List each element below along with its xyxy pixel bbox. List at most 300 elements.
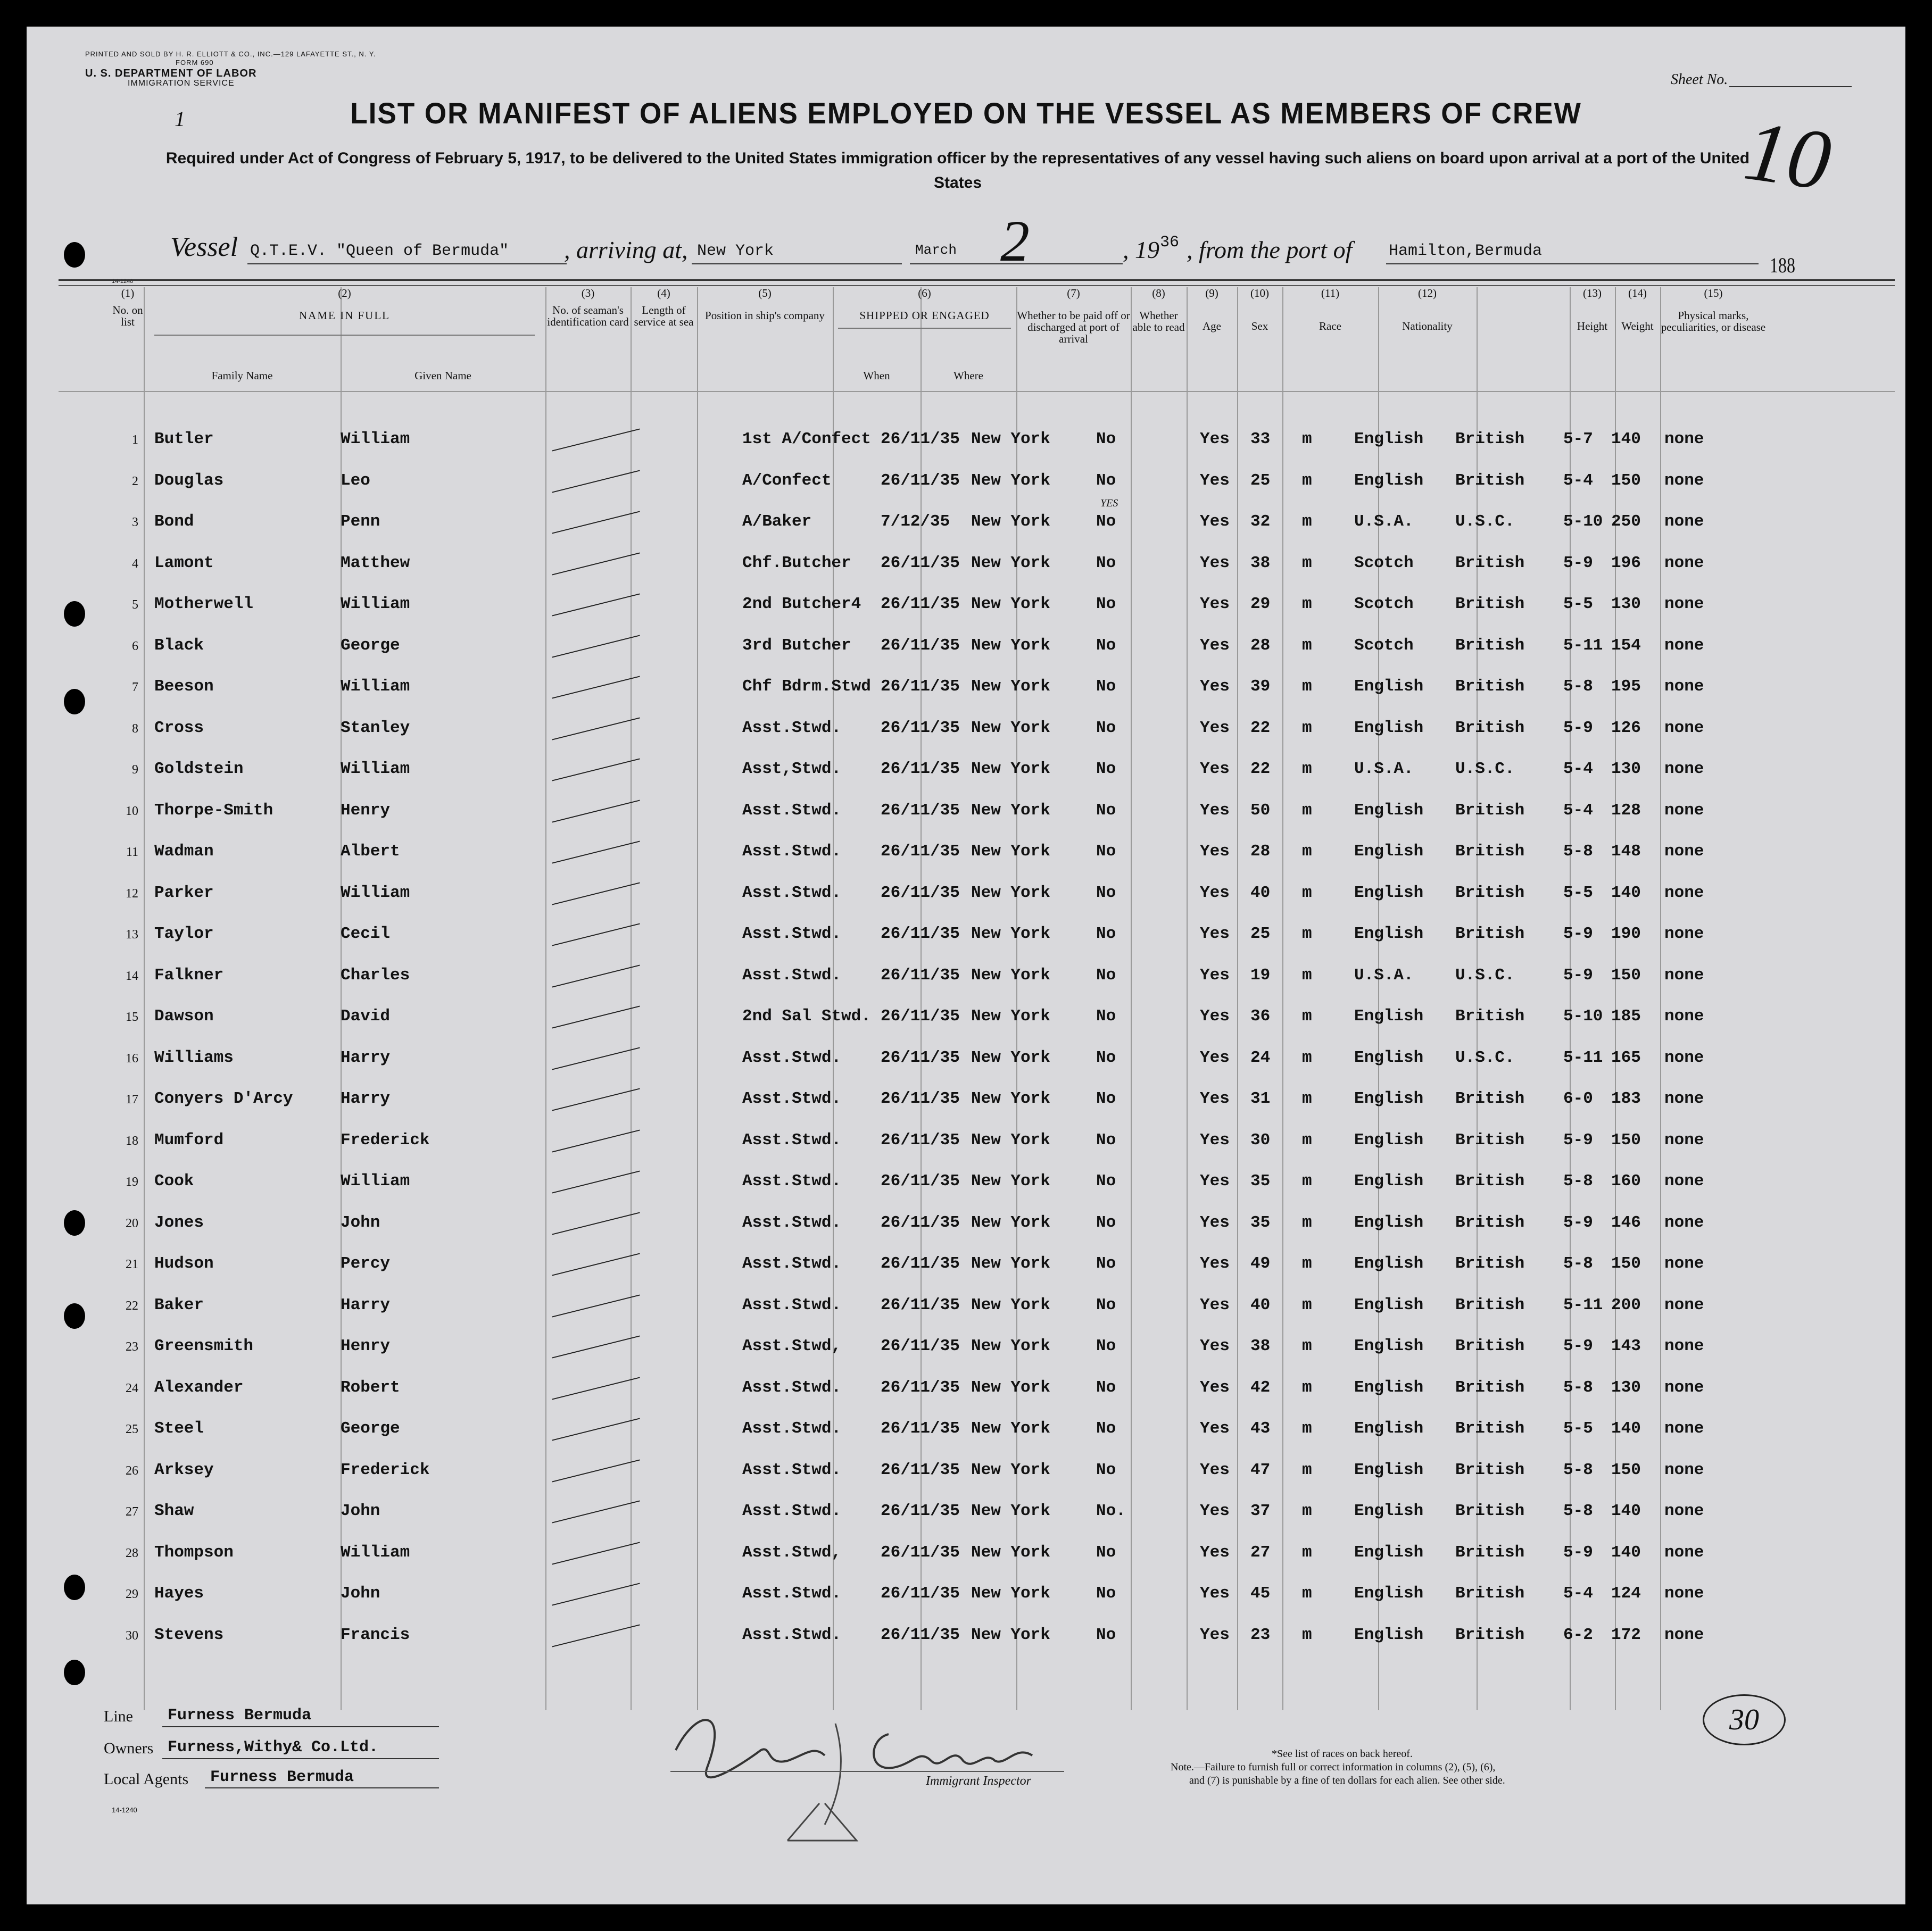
seaman-card-dash	[552, 1459, 640, 1482]
table-row	[27, 1461, 1905, 1493]
shipped-where: New York	[971, 1295, 1050, 1314]
age: 43	[1250, 1419, 1271, 1438]
height: 5-9	[1563, 718, 1593, 737]
weight: 148	[1611, 842, 1641, 861]
paid-off: No	[1096, 1460, 1116, 1479]
height: 5-11	[1563, 1295, 1603, 1314]
table-row	[27, 801, 1905, 833]
row-number: 15	[126, 1010, 138, 1024]
sex: m	[1302, 1048, 1312, 1067]
nationality: British	[1455, 801, 1525, 820]
binding-hole	[64, 601, 85, 627]
given-name: Percy	[341, 1254, 391, 1273]
physical-marks: none	[1664, 430, 1704, 448]
row-number: 20	[126, 1216, 138, 1230]
row-number: 7	[132, 680, 138, 694]
sex: m	[1302, 1378, 1312, 1397]
shipped-when: 26/11/35	[881, 1295, 960, 1314]
race: English	[1354, 883, 1424, 902]
column-label: No. of seaman's identification card	[547, 304, 629, 328]
able-to-read: Yes	[1200, 1172, 1230, 1191]
position: Asst.Stwd.	[742, 1625, 842, 1644]
physical-marks: none	[1664, 595, 1704, 613]
shipped-when: 26/11/35	[881, 801, 960, 820]
shipped-where: New York	[971, 925, 1050, 943]
physical-marks: none	[1664, 842, 1704, 861]
position: Asst.Stwd.	[742, 1172, 842, 1191]
shipped-when: 26/11/35	[881, 553, 960, 572]
age: 38	[1250, 553, 1271, 572]
nationality: British	[1455, 883, 1525, 902]
paid-off: No	[1096, 1337, 1116, 1355]
family-name: Lamont	[154, 553, 214, 572]
service-name: IMMIGRATION SERVICE	[128, 79, 235, 88]
height: 5-4	[1563, 801, 1593, 820]
row-number: 9	[132, 763, 138, 777]
shipped-when: 26/11/35	[881, 1007, 960, 1026]
paid-off: No	[1096, 1419, 1116, 1438]
seaman-card-dash	[552, 593, 640, 616]
row-number: 23	[126, 1340, 138, 1354]
height: 5-11	[1563, 636, 1603, 655]
physical-marks: none	[1664, 471, 1704, 490]
row-number: 12	[126, 886, 138, 901]
table-row	[27, 1337, 1905, 1369]
shipped-where: New York	[971, 1378, 1050, 1397]
row-number: 24	[126, 1381, 138, 1395]
weight: 150	[1611, 1254, 1641, 1273]
paid-off: No	[1096, 1007, 1116, 1026]
able-to-read: Yes	[1200, 1295, 1230, 1314]
race: English	[1354, 1048, 1424, 1067]
nationality: U.S.C.	[1455, 512, 1515, 531]
shipped-where: New York	[971, 842, 1050, 861]
family-name: Alexander	[154, 1378, 244, 1397]
weight: 140	[1611, 1419, 1641, 1438]
table-row	[27, 1089, 1905, 1121]
sex: m	[1302, 883, 1312, 902]
able-to-read: Yes	[1200, 718, 1230, 737]
arrival-month: March	[915, 242, 957, 258]
height: 5-4	[1563, 471, 1593, 490]
shipped-when: 26/11/35	[881, 595, 960, 613]
column-header-position	[697, 287, 833, 391]
family-name: Black	[154, 636, 204, 655]
arriving-label: , arriving at,	[564, 236, 688, 263]
weight: 146	[1611, 1213, 1641, 1232]
shipped-where-header: Where	[953, 369, 983, 382]
height: 5-10	[1563, 1007, 1603, 1026]
column-header-weight	[1615, 287, 1660, 391]
table-row	[27, 1502, 1905, 1534]
able-to-read: Yes	[1200, 1502, 1230, 1520]
given-name: Robert	[341, 1378, 400, 1397]
weight: 130	[1611, 1378, 1641, 1397]
seaman-card-dash	[552, 1377, 640, 1400]
position: Asst.Stwd,	[742, 1337, 842, 1355]
paid-off: No	[1096, 1295, 1116, 1314]
shipped-where: New York	[971, 1007, 1050, 1026]
race: U.S.A.	[1354, 760, 1414, 778]
shipped-where: New York	[971, 1213, 1050, 1232]
paid-off: No	[1096, 1584, 1116, 1603]
position: Asst.Stwd.	[742, 1502, 842, 1520]
column-header-physical-marks	[1660, 287, 1767, 391]
column-label: Age	[1203, 320, 1221, 332]
paid-off: No.	[1096, 1502, 1126, 1520]
table-row	[27, 1543, 1905, 1575]
able-to-read: Yes	[1200, 801, 1230, 820]
age: 39	[1250, 677, 1271, 696]
family-name: Arksey	[154, 1460, 214, 1479]
row-number: 14	[126, 969, 138, 983]
able-to-read: Yes	[1200, 1625, 1230, 1644]
age: 40	[1250, 883, 1271, 902]
nationality: British	[1455, 595, 1525, 613]
age: 37	[1250, 1502, 1271, 1520]
family-name: Williams	[154, 1048, 234, 1067]
age: 38	[1250, 1337, 1271, 1355]
shipped-header-rule	[838, 328, 1011, 329]
able-to-read: Yes	[1200, 842, 1230, 861]
age: 36	[1250, 1007, 1271, 1026]
weight: 154	[1611, 636, 1641, 655]
nationality: U.S.C.	[1455, 1048, 1515, 1067]
column-label: Race	[1319, 320, 1341, 332]
age: 28	[1250, 842, 1271, 861]
table-row	[27, 677, 1905, 709]
physical-marks: none	[1664, 636, 1704, 655]
seaman-card-dash	[552, 1294, 640, 1317]
sex: m	[1302, 1213, 1312, 1232]
position: Asst.Stwd.	[742, 1419, 842, 1438]
table-row	[27, 1213, 1905, 1245]
sheet-number-line	[1729, 86, 1852, 87]
position: Asst,Stwd.	[742, 760, 842, 778]
binding-hole	[64, 1660, 85, 1685]
age: 22	[1250, 718, 1271, 737]
paid-off: No	[1096, 636, 1116, 655]
given-name: Charles	[341, 966, 410, 985]
column-number: (14)	[1628, 287, 1647, 299]
form-number: FORM 690	[176, 59, 214, 66]
nationality: British	[1455, 1130, 1525, 1150]
able-to-read: Yes	[1200, 430, 1230, 448]
shipped-where: New York	[971, 595, 1050, 613]
able-to-read: Yes	[1200, 1213, 1230, 1232]
height: 5-7	[1563, 430, 1593, 448]
sex: m	[1302, 842, 1312, 861]
column-number: (7)	[1067, 287, 1080, 299]
shipped-where: New York	[971, 1419, 1050, 1438]
given-name: Harry	[341, 1295, 391, 1314]
family-name: Cook	[154, 1172, 194, 1191]
race: Scotch	[1354, 636, 1414, 655]
physical-marks: none	[1664, 760, 1704, 778]
position: 2nd Butcher4	[742, 595, 861, 613]
position: Asst.Stwd.	[742, 883, 842, 902]
nationality: British	[1455, 430, 1525, 448]
row-number: 27	[126, 1505, 138, 1519]
column-number: (11)	[1321, 287, 1340, 299]
paid-off: No	[1096, 1172, 1116, 1191]
age: 31	[1250, 1089, 1271, 1108]
seaman-card-dash	[552, 923, 640, 946]
shipped-when: 26/11/35	[881, 636, 960, 655]
able-to-read: Yes	[1200, 553, 1230, 572]
given-name: Albert	[341, 842, 400, 861]
shipped-where: New York	[971, 966, 1050, 985]
sex: m	[1302, 966, 1312, 985]
table-row	[27, 1419, 1905, 1451]
age: 45	[1250, 1584, 1271, 1603]
shipped-when: 26/11/35	[881, 1419, 960, 1438]
shipped-when: 26/11/35	[881, 1584, 960, 1603]
able-to-read: Yes	[1200, 760, 1230, 778]
column-number: (9)	[1205, 287, 1218, 299]
able-to-read: Yes	[1200, 636, 1230, 655]
given-name: Henry	[341, 1337, 391, 1355]
from-port-label: , from the port of	[1187, 236, 1353, 263]
given-name: Stanley	[341, 718, 410, 737]
position: Asst.Stwd.	[742, 1048, 842, 1067]
given-name: Francis	[341, 1625, 410, 1644]
column-label: Sex	[1251, 320, 1268, 332]
age: 29	[1250, 595, 1271, 613]
row-number: 28	[126, 1546, 138, 1560]
row-number: 29	[126, 1587, 138, 1601]
nationality: British	[1455, 1254, 1525, 1273]
shipped-when: 26/11/35	[881, 1254, 960, 1273]
column-label: SHIPPED OR ENGAGED	[859, 309, 990, 322]
seaman-card-dash	[552, 964, 640, 987]
column-number: (3)	[581, 287, 595, 299]
paid-off: No	[1096, 801, 1116, 820]
age: 28	[1250, 636, 1271, 655]
column-number: (5)	[758, 287, 772, 299]
position: 2nd Sal Stwd.	[742, 1007, 871, 1026]
column-header-read	[1131, 287, 1187, 391]
column-header-sex	[1237, 287, 1282, 391]
seaman-card-dash	[552, 470, 640, 493]
sex: m	[1302, 760, 1312, 778]
paid-off-correction: YES	[1100, 497, 1118, 509]
row-number: 11	[126, 845, 138, 859]
row-number: 30	[126, 1628, 138, 1643]
paid-off: No	[1096, 677, 1116, 696]
seaman-card-dash	[552, 428, 640, 451]
paid-off: No	[1096, 1625, 1116, 1644]
sex: m	[1302, 1337, 1312, 1355]
sex: m	[1302, 430, 1312, 448]
weight: 126	[1611, 718, 1641, 737]
shipped-when: 26/11/35	[881, 760, 960, 778]
height: 5-8	[1563, 1378, 1593, 1397]
shipped-when: 26/11/35	[881, 1337, 960, 1355]
shipped-where: New York	[971, 883, 1050, 902]
shipped-when: 26/11/35	[881, 1048, 960, 1067]
race: U.S.A.	[1354, 966, 1414, 985]
position: Asst.Stwd.	[742, 1295, 842, 1314]
paid-off: No	[1096, 1213, 1116, 1232]
column-label: Length of service at sea	[634, 304, 694, 328]
family-name: Thompson	[154, 1543, 234, 1562]
physical-marks: none	[1664, 718, 1704, 737]
agents-value: Furness Bermuda	[210, 1768, 354, 1786]
able-to-read: Yes	[1200, 1543, 1230, 1562]
position: Asst.Stwd.	[742, 718, 842, 737]
agents-underline	[205, 1787, 439, 1788]
seaman-card-dash	[552, 1253, 640, 1276]
family-name: Taylor	[154, 925, 214, 943]
column-header-no	[112, 287, 144, 391]
weight: 124	[1611, 1584, 1641, 1603]
position: Asst.Stwd.	[742, 1460, 842, 1479]
family-name: Butler	[154, 430, 214, 448]
table-row	[27, 471, 1905, 503]
age: 47	[1250, 1460, 1271, 1479]
shipped-where: New York	[971, 553, 1050, 572]
binding-hole	[64, 242, 85, 268]
able-to-read: Yes	[1200, 1254, 1230, 1273]
position: Asst.Stwd.	[742, 801, 842, 820]
family-name: Cross	[154, 718, 204, 737]
sex: m	[1302, 1172, 1312, 1191]
row-number: 4	[132, 556, 138, 571]
race: U.S.A.	[1354, 512, 1414, 531]
given-name: Harry	[341, 1089, 391, 1108]
column-number: (10)	[1250, 287, 1269, 299]
shipped-when: 26/11/35	[881, 430, 960, 448]
column-header-race	[1282, 287, 1378, 391]
row-number: 8	[132, 721, 138, 736]
sex: m	[1302, 1543, 1312, 1562]
paid-off: No	[1096, 966, 1116, 985]
vessel-underline	[247, 263, 567, 264]
race: English	[1354, 1254, 1424, 1273]
given-name: Harry	[341, 1048, 391, 1067]
sex: m	[1302, 925, 1312, 943]
nationality: British	[1455, 1460, 1525, 1479]
nationality: British	[1455, 677, 1525, 696]
penalty-note-line-1: Note.—Failure to furnish full or correct information in columns (2), (5), (6),	[1171, 1761, 1496, 1773]
sex: m	[1302, 1460, 1312, 1479]
age: 35	[1250, 1172, 1271, 1191]
race: English	[1354, 1378, 1424, 1397]
name-header-rule	[154, 335, 535, 336]
weight: 130	[1611, 760, 1641, 778]
shipped-where: New York	[971, 1625, 1050, 1644]
seaman-card-dash	[552, 1047, 640, 1070]
physical-marks: none	[1664, 553, 1704, 572]
shipped-when: 26/11/35	[881, 925, 960, 943]
shipped-where: New York	[971, 1543, 1050, 1562]
given-name: William	[341, 1543, 410, 1562]
form-code: 14-1240	[112, 1806, 137, 1814]
sex: m	[1302, 553, 1312, 572]
row-number: 22	[126, 1299, 138, 1313]
age: 25	[1250, 471, 1271, 490]
height: 5-9	[1563, 1130, 1593, 1150]
race: English	[1354, 1625, 1424, 1644]
row-number: 3	[132, 515, 138, 529]
shipped-where: New York	[971, 1337, 1050, 1355]
nationality: British	[1455, 1295, 1525, 1314]
seaman-card-dash	[552, 1624, 640, 1647]
nationality: U.S.C.	[1455, 760, 1515, 778]
manifest-subtitle: Required under Act of Congress of February 5, 1917, to be delivered to the United States immigration officer by the representatives of any vessel having such aliens on board upon arrival at a port of the United States	[165, 149, 1750, 192]
row-number: 17	[126, 1093, 138, 1106]
shipped-when: 26/11/35	[881, 677, 960, 696]
race: English	[1354, 1130, 1424, 1150]
column-label: Whether able to read	[1132, 309, 1185, 334]
seaman-card-dash	[552, 676, 640, 698]
race: English	[1354, 1213, 1424, 1232]
family-name: Greensmith	[154, 1337, 254, 1355]
able-to-read: Yes	[1200, 966, 1230, 985]
seaman-card-dash	[552, 1542, 640, 1564]
height: 5-5	[1563, 595, 1593, 613]
family-name: Conyers D'Arcy	[154, 1089, 293, 1108]
seaman-card-dash	[552, 840, 640, 863]
sex: m	[1302, 1130, 1312, 1150]
position: Asst.Stwd.	[742, 842, 842, 861]
race: English	[1354, 1460, 1424, 1479]
column-label: Physical marks, peculiarities, or disease	[1661, 309, 1766, 334]
family-name: Shaw	[154, 1502, 194, 1520]
sex: m	[1302, 1295, 1312, 1314]
family-name: Jones	[154, 1213, 204, 1232]
printer-imprint	[85, 50, 376, 67]
shipped-where: New York	[971, 1254, 1050, 1273]
able-to-read: Yes	[1200, 1378, 1230, 1397]
vessel-label: Vessel	[170, 232, 238, 262]
physical-marks: none	[1664, 1172, 1704, 1191]
height: 5-11	[1563, 1048, 1603, 1067]
small-form-code: 14-1240	[112, 278, 134, 285]
weight: 185	[1611, 1007, 1641, 1026]
height: 5-9	[1563, 553, 1593, 572]
paid-off: No	[1096, 1130, 1116, 1150]
family-name: Goldstein	[154, 760, 244, 778]
column-number: (15)	[1704, 287, 1723, 299]
age: 49	[1250, 1254, 1271, 1273]
table-row	[27, 430, 1905, 462]
line-label: Line	[104, 1708, 133, 1725]
weight: 143	[1611, 1337, 1641, 1355]
age: 50	[1250, 801, 1271, 820]
race: English	[1354, 677, 1424, 696]
age: 27	[1250, 1543, 1271, 1562]
row-number: 10	[126, 804, 138, 818]
column-label: Position in ship's company	[705, 309, 825, 322]
able-to-read: Yes	[1200, 1337, 1230, 1355]
weight: 160	[1611, 1172, 1641, 1191]
seaman-card-dash	[552, 1170, 640, 1193]
physical-marks: none	[1664, 1007, 1704, 1026]
given-name: William	[341, 760, 410, 778]
seaman-card-dash	[552, 717, 640, 740]
seaman-card-dash	[552, 1583, 640, 1605]
from-port-underline	[1386, 263, 1759, 264]
age: 24	[1250, 1048, 1271, 1067]
physical-marks: none	[1664, 1048, 1704, 1067]
physical-marks: none	[1664, 1254, 1704, 1273]
weight: 250	[1611, 512, 1641, 531]
height: 5-5	[1563, 883, 1593, 902]
family-name: Stevens	[154, 1625, 224, 1644]
given-name: David	[341, 1007, 391, 1026]
